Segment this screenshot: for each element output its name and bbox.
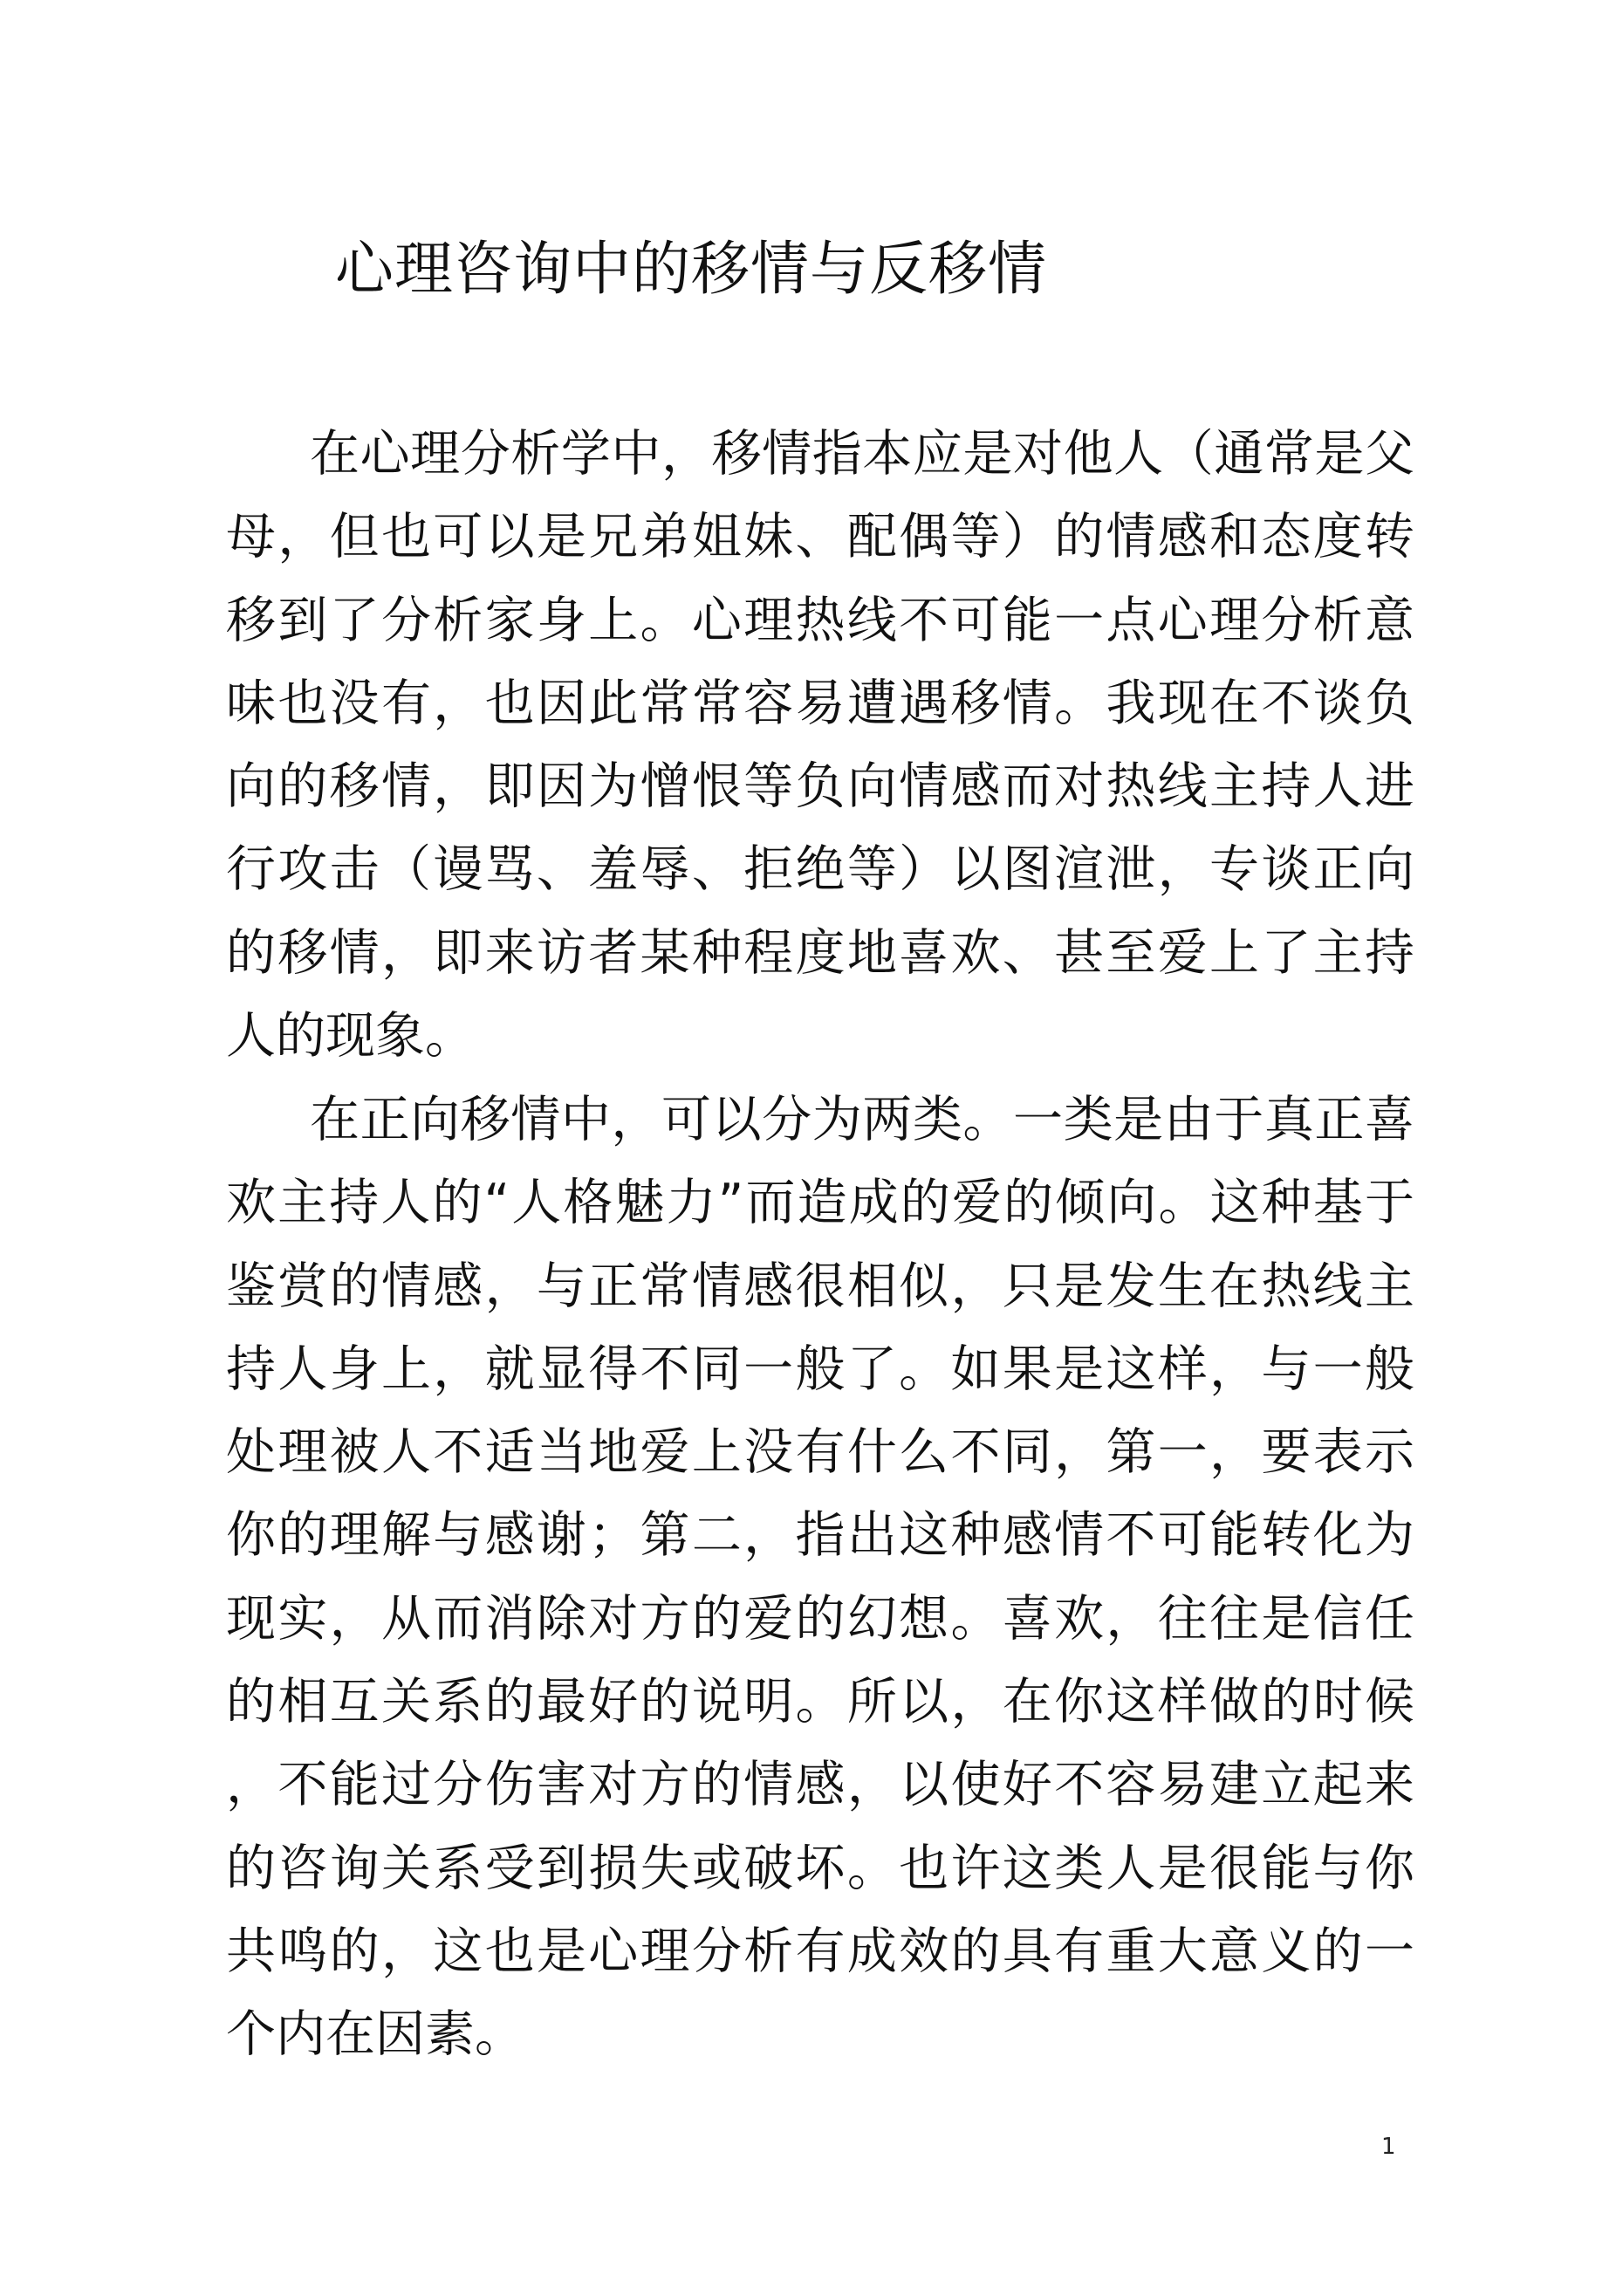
page-number: 1 (1381, 2134, 1396, 2160)
document-title: 心理咨询中的移情与反移情 (335, 235, 1047, 303)
body-paragraph-1: 在心理分析学中，移情指本应是对他人（通常是父母，但也可以是兄弟姐妹、配偶等）的情感和态度转移到了分析家身上。心理热线不可能一点心理分析意味也没有，也因此常常容易遭遇移情。我现在不谈负向的移情，即因为憎恨等负向情感而对热线主持人进行攻击（谩骂、羞辱、拒绝等）以图渲泄，专谈正向的移情，即来访者某种程度地喜欢、甚至爱上了主持人的现象。 (226, 425, 1414, 1066)
body-paragraph-2: 在正向移情中，可以分为两类。一类是由于真正喜欢主持人的“人格魅力”而造成的爱的倾向。这种基于鉴赏的情感，与正常情感很相似，只是发生在热线主持人身上，就显得不同一般了。如果是这样，与一般处理被人不适当地爱上没有什么不同，第一，要表示你的理解与感谢；第二，指出这种感情不可能转化为现实，从而消除对方的爱的幻想。喜欢，往往是信任的相互关系的最好的说明。所以，在你这样做的时候，不能过分伤害对方的情感，以使好不容易建立起来的咨询关系受到损失或破坏。也许这类人是很能与你共鸣的，这也是心理分析有成效的具有重大意义的一个内在因素。 (226, 1091, 1414, 2064)
